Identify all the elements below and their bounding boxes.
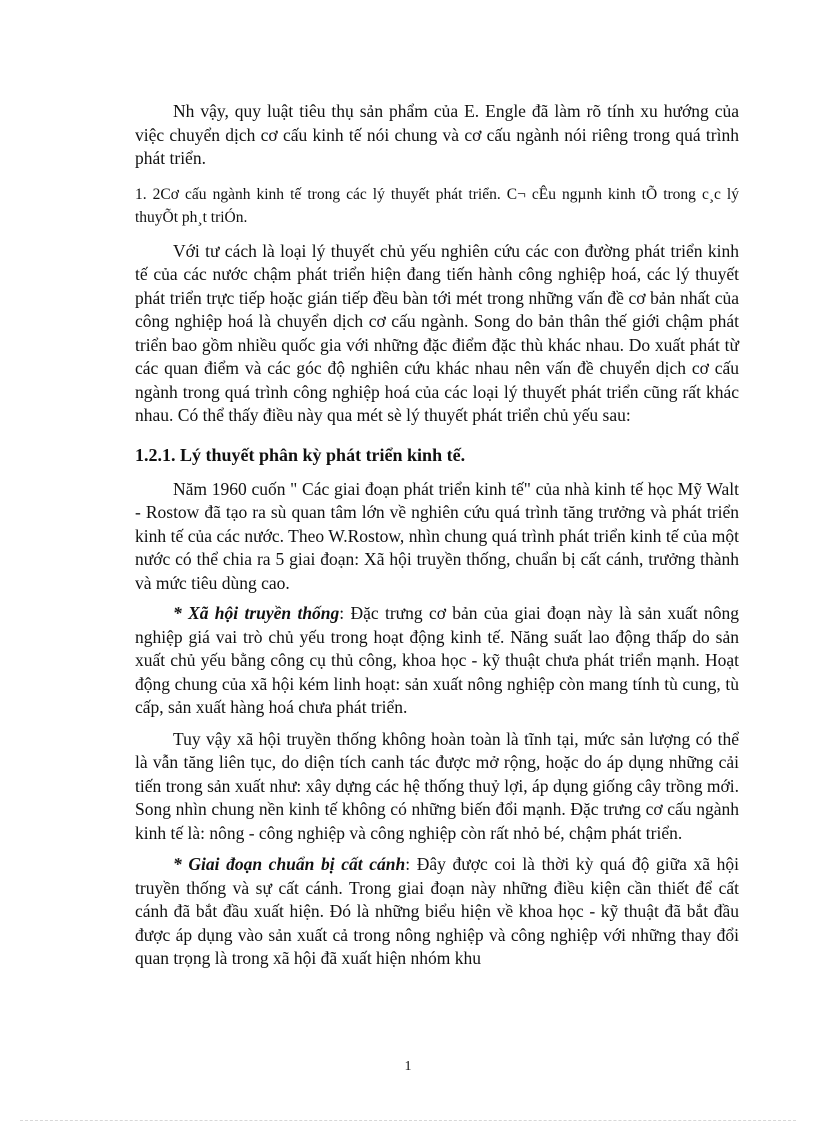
page-body [135, 100, 739, 971]
preconditions-takeoff-body: : Đây được coi là thời kỳ quá độ giữa xã hội truyền thống và sự cất cánh. Trong giai đoạn này những điều kiện cần thiết để cất cánh đã bắt đầu xuất hiện. Đó là những biểu hiện về khoa học - kỹ thuật đã bắt đầu được áp dụng vào sản xuất cả trong nông nghiệp và công nghiệp với những thay đổi quan trọng là trong xã hội đã xuất hiện nhóm khu [135, 854, 739, 968]
page-bottom-divider [20, 1120, 796, 1121]
paragraph-traditional-society [135, 602, 739, 720]
page-number: 1 [404, 1059, 412, 1074]
paragraph-rostow-stages: Năm 1960 cuốn " Các giai đoạn phát triển kinh tế" của nhà kinh tế học Mỹ Walt - Rostow đã tạo ra sù quan tâm lớn về nghiên cứu quá trình tăng trưởng và phát triển kinh tế của các nước. Theo W.Rostow, nhìn chung quá trình phát triển kinh tế của một nước có thể chia ra 5 giai đoạn: Xã hội truyền thống, chuẩn bị cất cánh, trưởng thành và mức tiêu dùng cao. [135, 478, 739, 593]
traditional-society-body: : Đặc trưng cơ bản của giai đoạn này là sản xuất nông nghiệp giá vai trò chủ yếu trong hoạt động kinh tế. Năng suất lao động thấp do sản xuất chủ yếu bằng công cụ thủ công, khoa học - kỹ thuật chưa phát triển mạnh. Hoạt động chung của xã hội kém linh hoạt: sản xuất nông nghiệp còn mang tính tù cung, tù cấp, sản xuất hàng hoá chưa phát triển. [135, 603, 739, 717]
preconditions-takeoff-lead: * Giai đoạn chuẩn bị cất cánh [173, 854, 406, 874]
paragraph-engle-conclusion: Nh vậy, quy luật tiêu thụ sản phẩm của E. Engle đã làm rõ tính xu hướng của việc chuyển dịch cơ cấu kinh tế nói chung và cơ cấu ngành nói riêng trong quá trình phát triển. [135, 101, 739, 168]
paragraph-preconditions-takeoff [135, 853, 739, 971]
section-heading-1-2-1: 1.2.1. Lý thuyết phân kỳ phát triển kinh tế. [135, 444, 466, 465]
paragraph-traditional-society-continued: Tuy vậy xã hội truyền thống không hoàn toàn là tĩnh tại, mức sản lượng có thể là vẫn tăng liên tục, do diện tích canh tác được mở rộng, hoặc do áp dụng những cải tiến trong sản xuất như: xây dựng các hệ thống thuỷ lợi, áp dụng giống cây trồng mới. Song nhìn chung nền kinh tế không có những biến đổi mạnh. Đặc trưng cơ cấu ngành kinh tế là: nông - công nghiệp và công nghiệp còn rất nhỏ bé, chậm phát triển. [135, 728, 739, 843]
traditional-society-lead: * Xã hội truyền thống [173, 603, 340, 623]
section-heading-1-2: 1. 2Cơ cấu ngành kinh tế trong các lý thuyết phát triển. C¬ cÊu ngµnh kinh tÕ trong c¸c lý thuyÕt ph¸t triÓn. [135, 185, 739, 226]
paragraph-development-theories: Với tư cách là loại lý thuyết chủ yếu nghiên cứu các con đường phát triển kinh tế của các nước chậm phát triển hiện đang tiến hành công nghiệp hoá, các lý thuyết phát triển trực tiếp hoặc gián tiếp đều bàn tới mét trong những vấn đề cơ bản nhất của công nghiệp hoá là chuyển dịch cơ cấu ngành. Song do bản thân thế giới chậm phát triển bao gồm nhiều quốc gia với những đặc điểm đặc thù khác nhau. Do xuất phát từ các quan điểm và các góc độ nghiên cứu khác nhau nên vấn đề chuyển dịch cơ cấu ngành trong quá trình công nghiệp hoá của các loại lý thuyết phát triển cũng rất khác nhau. Có thể thấy điều này qua mét sè lý thuyết phát triển chủ yếu sau: [135, 240, 739, 425]
